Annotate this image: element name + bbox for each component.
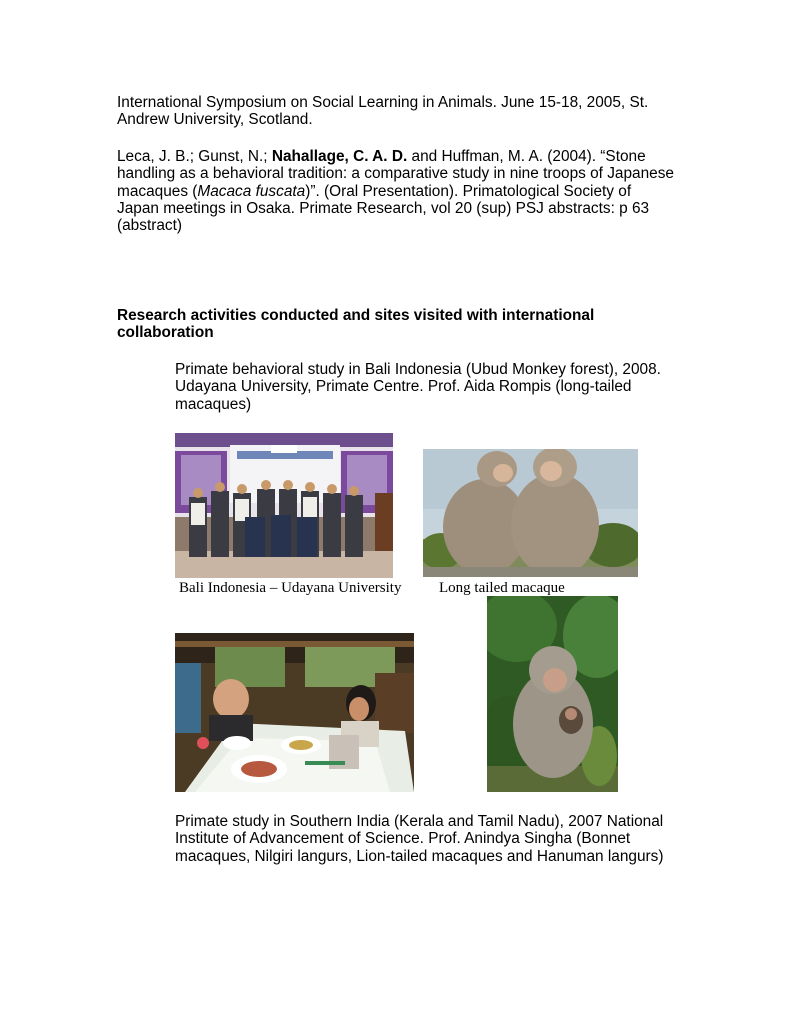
citation-stone-handling bbox=[117, 148, 677, 234]
macaque-infant-photo bbox=[487, 596, 618, 792]
activity-india-description: Primate study in Southern India (Kerala and Tamil Nadu), 2007 National Institute of Advancement of Science. Prof. Anindya Singha (Bonnet macaques, Nilgiri langurs, Lion-tailed macaques and Hanuman langurs) bbox=[175, 813, 664, 865]
citation-title: and Huffman, M. A. (2004). “Stone handling as a behavioral tradition: a comparative study in nine troops of Japanese macaques ( bbox=[117, 148, 674, 200]
citation-species: Macaca fuscata bbox=[197, 182, 306, 200]
citation-author-highlight: Nahallage, C. A. D. bbox=[271, 148, 408, 165]
caption-macaque: Long tailed macaque bbox=[439, 580, 565, 596]
group-photo-udayana bbox=[175, 433, 393, 578]
section-heading: Research activities conducted and sites visited with international collaboration bbox=[117, 307, 595, 342]
citation-authors: Leca, J. B.; Gunst, N.; bbox=[117, 148, 272, 165]
macaque-pair-photo bbox=[423, 449, 638, 577]
caption-udayana: Bali Indonesia – Udayana University bbox=[179, 580, 402, 596]
activity-bali-description: Primate behavioral study in Bali Indonesia (Ubud Monkey forest), 2008. Udayana University, Primate Centre. Prof. Aida Rompis (long-tailed macaques) bbox=[175, 361, 661, 413]
citation-symposium: International Symposium on Social Learning in Animals. June 15-18, 2005, St. Andrew University, Scotland. bbox=[117, 94, 649, 129]
citation-details: )”. (Oral Presentation). Primatological Society of Japan meetings in Osaka. Primate Research, vol 20 (sup) PSJ abstracts: p 63 (abstract) bbox=[117, 182, 650, 235]
dining-photo bbox=[175, 633, 414, 792]
